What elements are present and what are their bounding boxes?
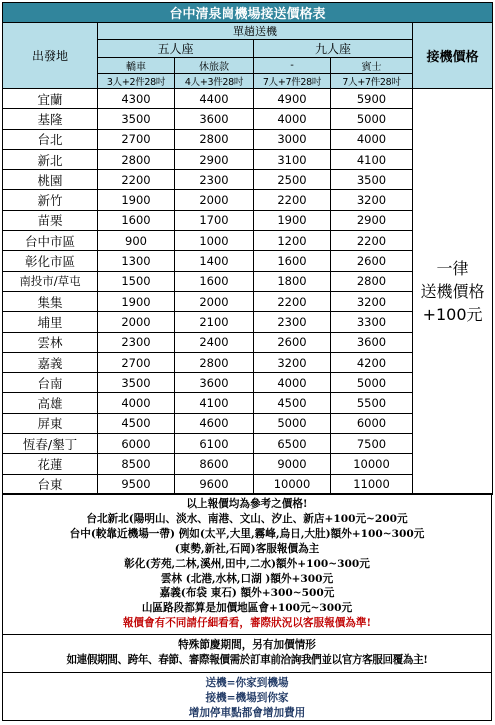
pickup-note-line: 一律 <box>436 258 469 278</box>
price-cell: 1600 <box>98 210 175 230</box>
price-cell: 2500 <box>254 170 331 190</box>
note-line: 接機=機場到你家 <box>205 691 289 704</box>
price-cell: 3500 <box>98 373 175 393</box>
price-cell: 4500 <box>98 413 175 433</box>
pickup-note-line: +100元 <box>422 304 483 324</box>
price-cell: 2400 <box>175 332 254 352</box>
price-cell: 1900 <box>98 291 175 311</box>
origin-city: 屏東 <box>3 413 98 433</box>
notes-section <box>2 493 492 721</box>
price-cell: 4600 <box>175 413 254 433</box>
price-cell: 8500 <box>98 454 175 474</box>
origin-city: 台東 <box>3 474 98 494</box>
price-cell: 2300 <box>98 332 175 352</box>
note-line: 山區路段都算是加價地區會+100元~300元 <box>141 602 353 615</box>
price-cell: 2200 <box>254 190 331 210</box>
price-cell: 2600 <box>254 332 331 352</box>
price-cell: 2000 <box>175 190 254 210</box>
price-cell: 2000 <box>98 312 175 332</box>
capacity-benz: 7人+7件28吋 <box>331 74 413 89</box>
price-cell: 5000 <box>331 373 413 393</box>
price-cell: 3200 <box>331 190 413 210</box>
price-cell: 3600 <box>175 373 254 393</box>
origin-city: 台南 <box>3 373 98 393</box>
note-line: 增加停車點都會增加費用 <box>188 706 306 719</box>
price-cell: 4300 <box>98 89 175 109</box>
price-cell: 3600 <box>331 332 413 352</box>
note-line: 雲林 (北港,水林,口湖 )額外+300元 <box>160 572 334 585</box>
price-cell: 4000 <box>98 393 175 413</box>
price-cell: 11000 <box>331 474 413 494</box>
price-cell: 1400 <box>175 251 254 271</box>
pricing-notes <box>2 493 492 635</box>
origin-city: 恆春/墾丁 <box>3 434 98 454</box>
price-cell: 1900 <box>254 210 331 230</box>
origin-city: 高雄 <box>3 393 98 413</box>
price-cell: 4200 <box>331 352 413 372</box>
note-line: 台北新北(陽明山、淡水、南港、文山、汐止、新店+100元~200元 <box>86 512 408 525</box>
price-cell: 4100 <box>175 393 254 413</box>
price-cell: 3500 <box>98 109 175 129</box>
service-definitions <box>2 673 492 721</box>
price-cell: 4500 <box>254 393 331 413</box>
price-cell: 5000 <box>254 413 331 433</box>
origin-city: 花蓮 <box>3 454 98 474</box>
price-cell: 3000 <box>254 129 331 149</box>
price-cell: 2800 <box>98 149 175 169</box>
price-cell: 5500 <box>331 393 413 413</box>
origin-city: 桃園 <box>3 170 98 190</box>
price-cell: 3200 <box>331 291 413 311</box>
note-line-warning: 報價會有不同請仔細看看，審際狀況以客服報價為準! <box>122 617 372 630</box>
origin-city: 台中市區 <box>3 231 98 251</box>
nine-seat-header: 九人座 <box>254 40 413 58</box>
price-cell: 2700 <box>98 352 175 372</box>
price-cell: 2700 <box>98 129 175 149</box>
col-header-benz: 賓士 <box>331 58 413 74</box>
price-cell: 2900 <box>175 149 254 169</box>
pickup-price-note <box>413 89 493 495</box>
price-cell: 1800 <box>254 271 331 291</box>
price-cell: 8600 <box>175 454 254 474</box>
origin-city: 基隆 <box>3 109 98 129</box>
oneway-header: 單趟送機 <box>98 23 413 40</box>
price-cell: 6000 <box>331 413 413 433</box>
price-cell: 2200 <box>98 170 175 190</box>
capacity-van: 7人+7件28吋 <box>254 74 331 89</box>
price-cell: 1700 <box>175 210 254 230</box>
col-header-suv: 休旅款 <box>175 58 254 74</box>
price-cell: 2000 <box>175 291 254 311</box>
price-cell: 1600 <box>175 271 254 291</box>
price-cell: 6000 <box>98 434 175 454</box>
origin-city: 宜蘭 <box>3 89 98 109</box>
price-cell: 9600 <box>175 474 254 494</box>
holiday-notes <box>2 635 492 673</box>
price-cell: 6500 <box>254 434 331 454</box>
origin-city: 苗栗 <box>3 210 98 230</box>
price-cell: 1300 <box>98 251 175 271</box>
price-cell: 3600 <box>175 109 254 129</box>
price-cell: 10000 <box>331 454 413 474</box>
price-cell: 6100 <box>175 434 254 454</box>
price-cell: 3500 <box>331 170 413 190</box>
capacity-suv: 4人+3件28吋 <box>175 74 254 89</box>
price-cell: 2900 <box>331 210 413 230</box>
origin-city: 彰化市區 <box>3 251 98 271</box>
price-table <box>2 2 493 495</box>
note-line: 送機=你家到機場 <box>205 677 289 689</box>
price-cell: 5900 <box>331 89 413 109</box>
price-cell: 4900 <box>254 89 331 109</box>
price-cell: 2300 <box>254 312 331 332</box>
pickup-note-line: 送機價格 <box>420 281 485 301</box>
price-cell: 3200 <box>254 352 331 372</box>
price-cell: 2200 <box>254 291 331 311</box>
price-cell: 2800 <box>331 271 413 291</box>
col-header-sedan: 轎車 <box>98 58 175 74</box>
origin-city: 南投市/草屯 <box>3 271 98 291</box>
note-line: 如連假期間、跨年、春節、審際報價需於訂車前洽詢我們並以官方客服回覆為主! <box>66 653 428 666</box>
note-line: 台中(較靠近機場一帶) 例如(太平,大里,霧峰,烏日,大肚)額外+100~300元 <box>69 527 425 540</box>
price-cell: 1600 <box>254 251 331 271</box>
price-cell: 3100 <box>254 149 331 169</box>
note-line: 嘉義(布袋 東石) 額外+300~500元 <box>159 587 335 600</box>
price-cell: 4000 <box>254 109 331 129</box>
price-cell: 1000 <box>175 231 254 251</box>
note-line: (東勢,新社,石岡)客服報價為主 <box>174 542 320 555</box>
origin-header: 出發地 <box>3 23 98 89</box>
origin-city: 埔里 <box>3 312 98 332</box>
pickup-header: 接機價格 <box>413 23 493 89</box>
price-cell: 2800 <box>175 352 254 372</box>
price-cell: 5000 <box>331 109 413 129</box>
origin-city: 雲林 <box>3 332 98 352</box>
price-cell: 4100 <box>331 149 413 169</box>
price-cell: 4000 <box>331 129 413 149</box>
price-cell: 9500 <box>98 474 175 494</box>
price-cell: 2300 <box>175 170 254 190</box>
origin-city: 新北 <box>3 149 98 169</box>
note-line: 彰化(芳苑,二林,溪州,田中,二水)額外+100~300元 <box>124 557 370 570</box>
origin-city: 新竹 <box>3 190 98 210</box>
price-cell: 2200 <box>331 231 413 251</box>
price-cell: 2100 <box>175 312 254 332</box>
price-cell: 4400 <box>175 89 254 109</box>
price-cell: 2800 <box>175 129 254 149</box>
price-cell: 9000 <box>254 454 331 474</box>
price-cell: 4000 <box>254 373 331 393</box>
five-seat-header: 五人座 <box>98 40 254 58</box>
note-line: 以上報價均為參考之價格! <box>186 498 308 510</box>
origin-city: 台北 <box>3 129 98 149</box>
price-cell: 10000 <box>254 474 331 494</box>
price-cell: 7500 <box>331 434 413 454</box>
price-cell: 1900 <box>98 190 175 210</box>
price-cell: 900 <box>98 231 175 251</box>
price-cell: 1200 <box>254 231 331 251</box>
note-line: 特殊節慶期間，另有加價情形 <box>178 639 316 651</box>
price-cell: 1500 <box>98 271 175 291</box>
capacity-sedan: 3人+2件28吋 <box>98 74 175 89</box>
origin-city: 嘉義 <box>3 352 98 372</box>
col-header-van: - <box>254 58 331 74</box>
page-title: 台中清泉崗機場接送價格表 <box>3 3 493 23</box>
origin-city: 集集 <box>3 291 98 311</box>
price-cell: 2600 <box>331 251 413 271</box>
table-row <box>3 89 493 109</box>
price-cell: 3300 <box>331 312 413 332</box>
